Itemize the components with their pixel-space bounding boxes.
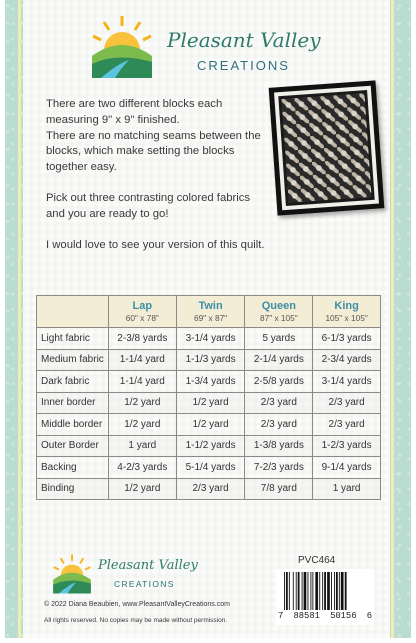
barcode-bar	[302, 572, 303, 610]
yellow-stripe-right	[391, 0, 394, 638]
table-row	[37, 349, 381, 371]
table-corner	[37, 296, 109, 328]
intro-paragraph: There are no matching seams between the blocks, which make setting the blocks together easy.	[46, 129, 261, 174]
sunrise-valley-logo-icon	[87, 12, 157, 82]
brand-name-script: Pleasant Valley	[98, 558, 198, 573]
barcode-bar	[293, 572, 294, 610]
table-row	[37, 328, 381, 350]
row-label: Binding	[37, 478, 109, 500]
table-cell: 1/2 yard	[108, 414, 176, 436]
table-cell: 2-3/4 yards	[313, 349, 381, 371]
barcode-digit-group: 50156	[330, 611, 357, 621]
table-row	[37, 457, 381, 479]
table-row	[37, 435, 381, 457]
table-cell: 1/2 yard	[108, 392, 176, 414]
brand-name-script: Pleasant Valley	[167, 28, 321, 52]
table-row	[37, 414, 381, 436]
table-cell: 1/2 yard	[108, 478, 176, 500]
row-label: Light fabric	[37, 328, 109, 350]
rights-line: All rights reserved. No copies may be made without permission.	[44, 617, 228, 624]
column-header: Twin 69" x 87"	[176, 296, 245, 328]
brand-name-caps: CREATIONS	[114, 579, 175, 589]
table-cell: 2/3 yard	[245, 392, 313, 414]
table-cell: 7-2/3 yards	[245, 457, 313, 479]
intro-paragraph: Pick out three contrasting colored fabrics and you are ready to go!	[46, 191, 251, 220]
table-cell: 1/2 yard	[176, 392, 245, 414]
barcode-digit-group: 6	[366, 611, 372, 621]
table-cell: 2/3 yard	[176, 478, 245, 500]
barcode-bar	[310, 572, 311, 610]
table-cell: 6-1/3 yards	[313, 328, 381, 350]
table-cell: 4-2/3 yards	[108, 457, 176, 479]
barcode-bar	[315, 572, 318, 610]
table-cell: 2-5/8 yards	[245, 371, 313, 393]
barcode-digits	[276, 611, 374, 621]
barcode-bar	[286, 572, 288, 610]
barcode-bar	[304, 572, 307, 610]
barcode-bar	[322, 572, 323, 610]
barcode-bar	[345, 572, 347, 610]
barcode-bar	[341, 572, 344, 610]
table-cell: 5-1/4 yards	[176, 457, 245, 479]
copyright-line: © 2022 Diana Beaubien, www.PleasantValleyCreations.com	[44, 601, 230, 608]
table-cell: 1-1/3 yards	[176, 349, 245, 371]
barcode-bar	[319, 572, 320, 610]
table-cell: 2-3/8 yards	[108, 328, 176, 350]
table-row	[37, 392, 381, 414]
row-label: Medium fabric	[37, 349, 109, 371]
table-cell: 1 yard	[313, 478, 381, 500]
table-cell: 1-2/3 yards	[313, 435, 381, 457]
table-cell: 3-1/4 yards	[313, 371, 381, 393]
table-cell: 5 yards	[245, 328, 313, 350]
table-cell: 1-3/8 yards	[245, 435, 313, 457]
barcode	[276, 569, 374, 625]
yellow-stripe-left	[18, 0, 21, 638]
intro-text	[46, 97, 266, 268]
table-cell: 2/3 yard	[245, 414, 313, 436]
table-cell: 7/8 yard	[245, 478, 313, 500]
row-label: Outer Border	[37, 435, 109, 457]
sunrise-valley-logo-icon	[50, 552, 94, 596]
table-cell: 1 yard	[108, 435, 176, 457]
barcode-digit-group: 7	[278, 611, 284, 621]
column-header: Lap 60" x 78"	[108, 296, 176, 328]
table-cell: 1-3/4 yards	[176, 371, 245, 393]
brand-logo-footer	[50, 552, 220, 594]
table-cell: 2/3 yard	[313, 414, 381, 436]
barcode-bar	[339, 572, 340, 610]
barcode-digit-group: 88581	[293, 611, 320, 621]
intro-paragraph: There are two different blocks each measuring 9" x 9" finished.	[46, 98, 223, 126]
intro-paragraph: I would love to see your version of this quilt.	[46, 238, 265, 251]
barcode-bar	[331, 572, 332, 610]
table-cell: 3-1/4 yards	[176, 328, 245, 350]
barcode-bar	[312, 572, 313, 610]
table-row	[37, 371, 381, 393]
quilt-photo	[269, 80, 385, 215]
column-header: King 105" x 105"	[313, 296, 381, 328]
brand-logo-header	[87, 12, 327, 82]
table-cell: 2-1/4 yards	[245, 349, 313, 371]
table-cell: 1/2 yard	[176, 414, 245, 436]
pattern-number: PVC464	[298, 555, 336, 566]
barcode-bar	[298, 572, 300, 610]
row-label: Middle border	[37, 414, 109, 436]
row-label: Dark fabric	[37, 371, 109, 393]
yardage-table	[36, 295, 381, 500]
barcode-bar	[324, 572, 326, 610]
barcode-bar	[327, 572, 330, 610]
barcode-bar	[308, 572, 309, 610]
table-cell: 9-1/4 yards	[313, 457, 381, 479]
barcode-bar	[284, 572, 285, 610]
barcode-bar	[296, 572, 297, 610]
quilt-block-field	[281, 93, 371, 203]
table-cell: 1-1/2 yards	[176, 435, 245, 457]
row-label: Backing	[37, 457, 109, 479]
table-cell: 1-1/4 yard	[108, 371, 176, 393]
brand-name-caps: CREATIONS	[197, 58, 290, 73]
barcode-bar	[289, 572, 290, 610]
row-label: Inner border	[37, 392, 109, 414]
barcode-bar	[334, 572, 335, 610]
column-header: Queen 87" x 105"	[245, 296, 313, 328]
table-cell: 1-1/4 yard	[108, 349, 176, 371]
table-cell: 2/3 yard	[313, 392, 381, 414]
table-row	[37, 478, 381, 500]
table-header-row	[37, 296, 381, 328]
barcode-bars	[284, 572, 366, 610]
barcode-bar	[336, 572, 338, 610]
